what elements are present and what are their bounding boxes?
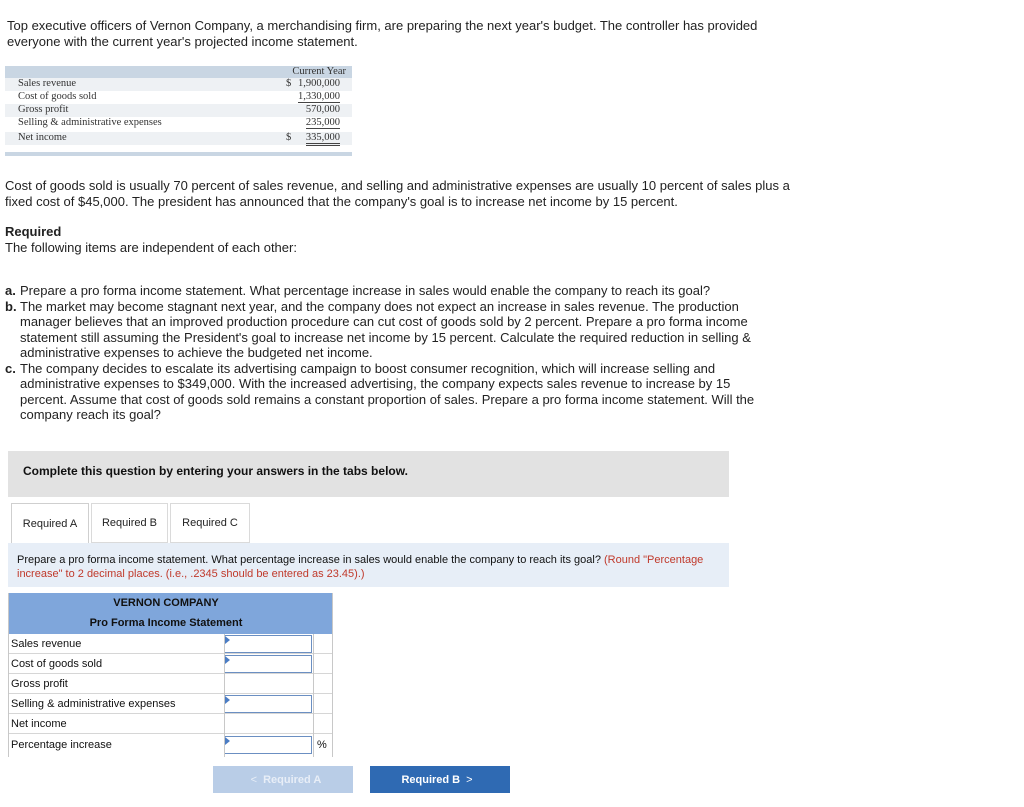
instructions-banner <box>8 451 729 497</box>
intro-text: Top executive officers of Vernon Company, a merchandising firm, are preparing the next year's budget. The controller has provided everyone with the current year's projected income statement. <box>7 18 758 49</box>
statement-row-label: Selling & administrative expenses <box>18 117 162 128</box>
pro-forma-table <box>8 593 333 757</box>
required-section <box>5 224 795 255</box>
tab-required-b[interactable]: Required B <box>91 503 168 543</box>
table-row <box>8 694 333 714</box>
row-label: Sales revenue <box>11 638 82 650</box>
row-label: Net income <box>11 718 67 730</box>
statement-dollar-sign: $ <box>286 78 292 89</box>
requirements-list <box>5 283 780 423</box>
statement-dollar-sign: $ <box>286 132 292 143</box>
requirement-item: b. The market may become stagnant next year, and the company does not expect an increase in sales revenue. The production manager believes that an improved production procedure can cut cost of goods sold by 2 percent. Prepare a pro forma income statement still assuming the President's goal to increase net income by 15 percent. Calculate the required reduction in selling & administrative expenses to achieve the budgeted net income. <box>5 298 751 360</box>
chevron-left-icon: < <box>250 773 258 786</box>
cost-of-goods-sold-input[interactable] <box>224 655 312 673</box>
statement-column-header: Current Year <box>292 66 346 77</box>
statement-row-value: 570,000 <box>305 104 340 115</box>
next-button-label: Required B <box>401 773 461 786</box>
next-required-button[interactable] <box>370 766 510 793</box>
table-row <box>8 714 333 734</box>
tab-required-a[interactable]: Required A <box>11 503 89 543</box>
required-subheading: The following items are independent of each other: <box>5 239 297 255</box>
previous-required-button[interactable] <box>213 766 353 793</box>
table-row <box>8 735 333 755</box>
statement-row-value: 235,000 <box>305 117 340 128</box>
percent-sign: % <box>317 739 327 751</box>
table-row <box>8 654 333 674</box>
chevron-right-icon: > <box>466 773 473 786</box>
previous-button-label: Required A <box>263 773 322 786</box>
row-label: Percentage increase <box>11 739 112 751</box>
table-row <box>8 634 333 654</box>
requirement-item: c. The company decides to escalate its advertising campaign to boost consumer recognition, which will increase selling and administrative expenses to $349,000. With the increased advertising, the company expects sales revenue to increase by 15 percent. Assume that cost of goods sold remains a constant proportion of sales. Prepare a pro forma income statement. Will the company reach its goal? <box>5 360 755 422</box>
current-income-statement <box>5 64 352 156</box>
statement-row-value: 335,000 <box>306 132 340 146</box>
statement-row-label: Net income <box>18 132 67 143</box>
statement-title: Pro Forma Income Statement <box>8 613 324 634</box>
row-label: Cost of goods sold <box>11 658 103 670</box>
tab-required-c[interactable]: Required C <box>170 503 250 543</box>
company-name: VERNON COMPANY <box>8 593 324 613</box>
statement-row-label: Sales revenue <box>18 78 77 89</box>
row-label: Gross profit <box>11 678 68 690</box>
row-label: Selling & administrative expenses <box>11 698 176 710</box>
assumptions-text: Cost of goods sold is usually 70 percent of sales revenue, and selling and administrative expenses are usually 10 percent of sales plus a fixed cost of $45,000. The president has announced that the company's goal is to increase net income by 15 percent. <box>5 178 790 209</box>
selling-admin-expenses-input[interactable] <box>224 695 312 713</box>
required-heading: Required <box>5 224 62 239</box>
banner-text: Complete this question by entering your answers in the tabs below. <box>23 464 408 478</box>
requirement-item: a. Prepare a pro forma income statement. What percentage increase in sales would enable the company to reach its goal? <box>5 283 711 298</box>
percentage-increase-input[interactable] <box>224 736 312 754</box>
sales-revenue-input[interactable] <box>224 635 312 653</box>
statement-row-value: 1,330,000 <box>298 91 340 102</box>
question-instruction <box>8 543 729 587</box>
statement-row-label: Gross profit <box>18 104 69 115</box>
instruction-text: Prepare a pro forma income statement. What percentage increase in sales would enable the company to reach its goal? <box>17 554 601 566</box>
rounding-note: (Round "Percentage increase" to 2 decimal places. (i.e., .2345 should be entered as 23.45).) <box>17 554 704 580</box>
statement-row-value: 1,900,000 <box>298 78 340 89</box>
table-row <box>8 674 333 694</box>
statement-row-label: Cost of goods sold <box>18 91 97 102</box>
